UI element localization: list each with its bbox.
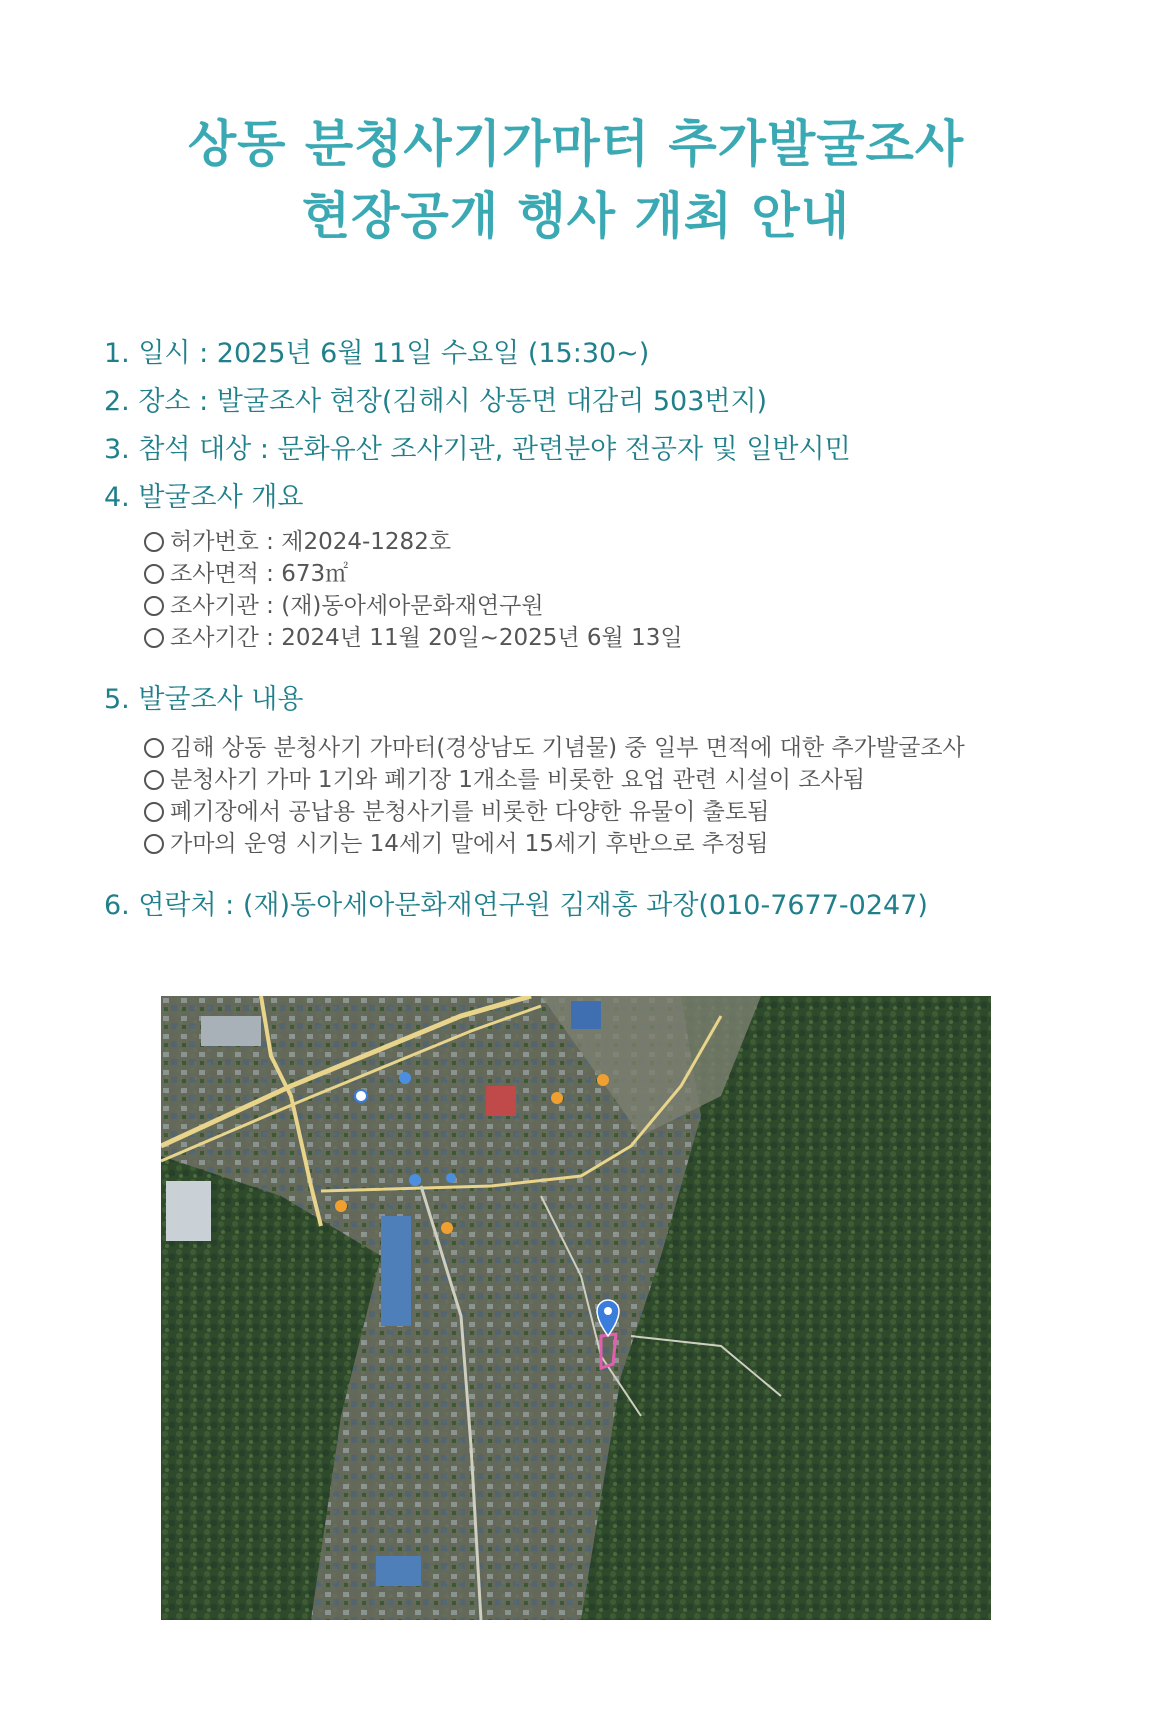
contact-item: 6. 연락처 : (재)동아세아문화재연구원 김재홍 과장(010-7677-0247) xyxy=(104,890,928,921)
circle-bullet-icon xyxy=(144,564,164,584)
circle-bullet-icon xyxy=(144,770,164,790)
overview-list xyxy=(104,526,1104,654)
circle-bullet-icon xyxy=(144,738,164,758)
title-line-1: 상동 분청사기가마터 추가발굴조사 xyxy=(187,115,965,173)
content-item: 가마의 운영 시기는 14세기 말에서 15세기 후반으로 추정됨 xyxy=(144,828,1104,860)
content-item: 김해 상동 분청사기 가마터(경상남도 기념물) 중 일부 면적에 대한 추가발굴조사 xyxy=(144,732,1104,764)
date-item: 1. 일시 : 2025년 6월 11일 수요일 (15:30~) xyxy=(104,338,650,369)
page-title xyxy=(0,108,1152,252)
overview-item: 조사기관 : (재)동아세아문화재연구원 xyxy=(144,590,1104,622)
content-list xyxy=(104,732,1104,860)
satellite-map xyxy=(161,996,991,1620)
overview-item: 조사면적 : 673㎡ xyxy=(144,558,1104,590)
place-item: 2. 장소 : 발굴조사 현장(김해시 상동면 대감리 503번지) xyxy=(104,386,768,417)
circle-bullet-icon xyxy=(144,532,164,552)
content-item: 폐기장에서 공납용 분청사기를 비롯한 다양한 유물이 출토됨 xyxy=(144,796,1104,828)
circle-bullet-icon xyxy=(144,834,164,854)
overview-item: 허가번호 : 제2024-1282호 xyxy=(144,526,1104,558)
content-item: 분청사기 가마 1기와 폐기장 1개소를 비롯한 요업 관련 시설이 조사됨 xyxy=(144,764,1104,796)
content-heading: 5. 발굴조사 내용 xyxy=(104,684,304,715)
overview-heading: 4. 발굴조사 개요 xyxy=(104,482,304,513)
circle-bullet-icon xyxy=(144,596,164,616)
circle-bullet-icon xyxy=(144,628,164,648)
attendees-item: 3. 참석 대상 : 문화유산 조사기관, 관련분야 전공자 및 일반시민 xyxy=(104,434,851,465)
circle-bullet-icon xyxy=(144,802,164,822)
info-list xyxy=(104,336,1104,924)
overview-item: 조사기간 : 2024년 11월 20일~2025년 6월 13일 xyxy=(144,622,1104,654)
title-line-2: 현장공개 행사 개최 안내 xyxy=(301,187,851,245)
